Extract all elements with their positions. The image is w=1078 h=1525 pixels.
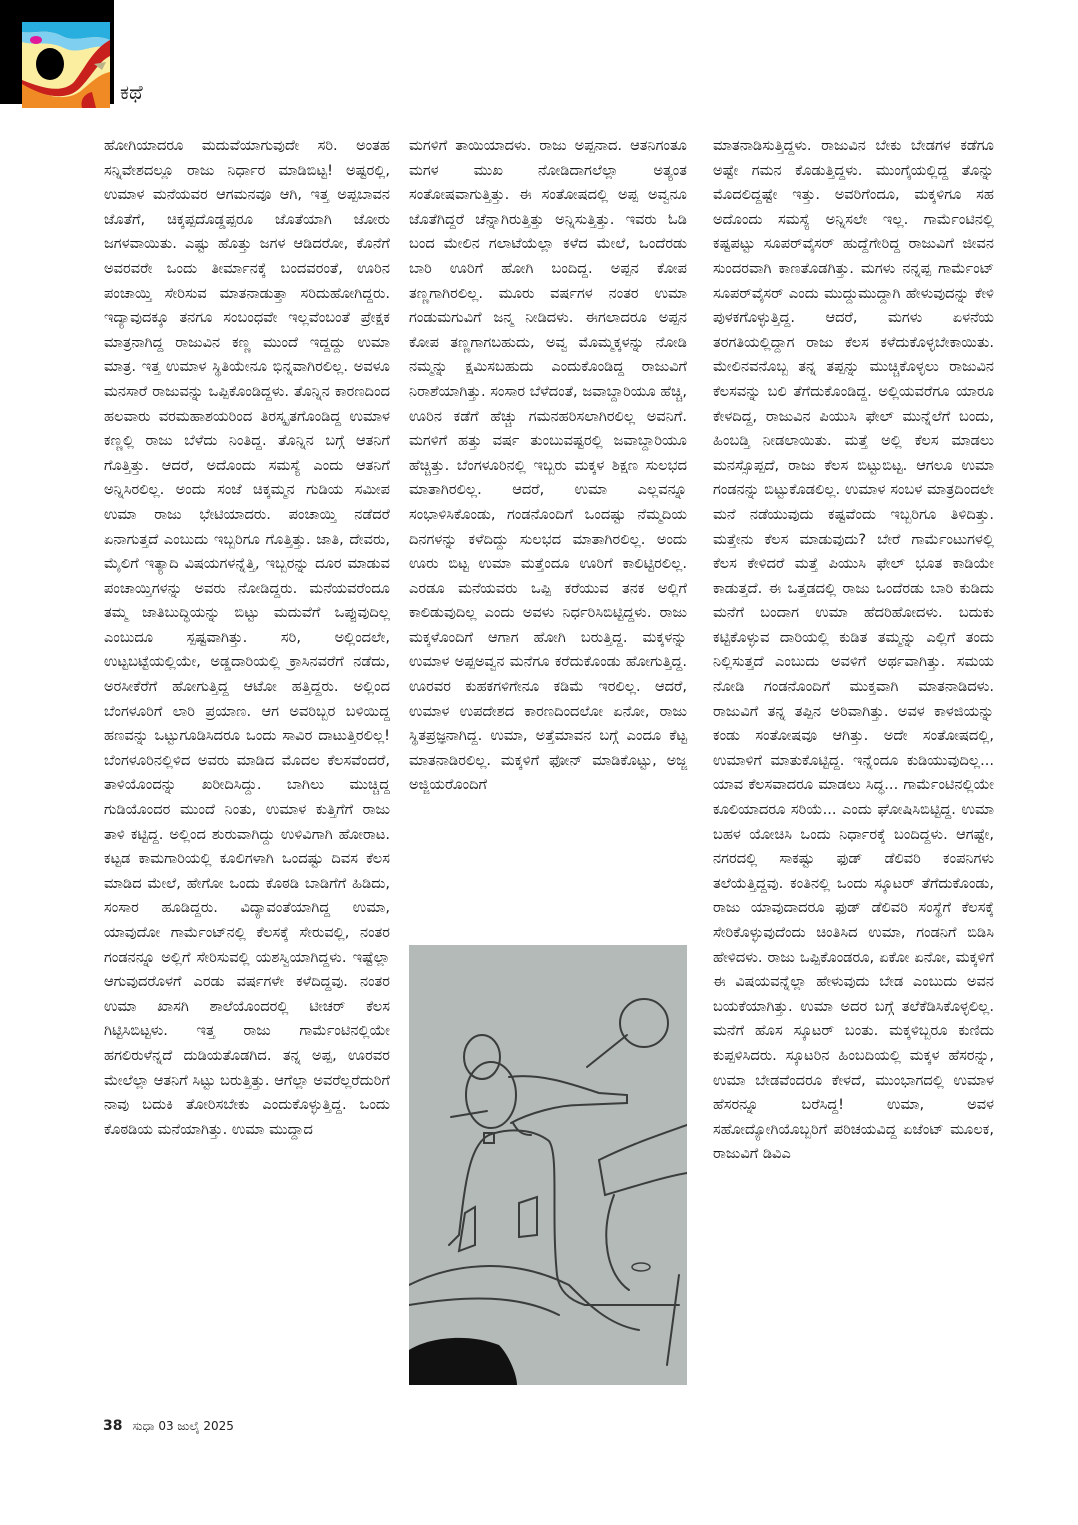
- article-column-2: [409, 134, 687, 934]
- section-logo-block: [0, 0, 114, 104]
- article-column-1: [104, 134, 390, 1404]
- issue-date: 03 ಜುಲೈ 2025: [158, 1419, 234, 1433]
- article-column-3: [713, 134, 994, 1404]
- page-footer: [103, 1418, 234, 1434]
- column-text: ಮಗಳಿಗೆ ತಾಯಿಯಾದಳು. ರಾಜು ಅಪ್ಪನಾದ. ಆತನಿಗಂತೂ ಮಗಳ ಮುಖ ನೋಡಿದಾಗಲೆಲ್ಲಾ ಅತ್ಯಂತ ಸಂತೋಷವಾಗುತ್ತಿತ್ತು. ಈ ಸಂತೋಷದಲ್ಲಿ ಅಪ್ಪ ಅವ್ವನೂ ಜೊತೆಗಿದ್ದರೆ ಚೆನ್ನಾಗಿರುತ್ತಿತ್ತು ಅನ್ನಿಸುತ್ತಿತ್ತು. ಇವರು ಓಡಿ ಬಂದ ಮೇಲಿನ ಗಲಾಟೆಯೆಲ್ಲಾ ಕಳೆದ ಮೇಲೆ, ಒಂದೆರಡು ಬಾರಿ ಊರಿಗೆ ಹೋಗಿ ಬಂದಿದ್ದ. ಅಪ್ಪನ ಕೋಪ ತಣ್ಣಗಾಗಿರಲಿಲ್ಲ. ಮೂರು ವರ್ಷಗಳ ನಂತರ ಉಮಾ ಗಂಡುಮಗುವಿಗೆ ಜನ್ಮ ನೀಡಿದಳು. ಈಗಲಾದರೂ ಅಪ್ಪನ ಕೋಪ ತಣ್ಣಗಾಗಬಹುದು, ಅವ್ವ ಮೊಮ್ಮಕ್ಕಳನ್ನು ನೋಡಿ ನಮ್ಮನ್ನು ಕ್ಷಮಿಸಬಹುದು ಎಂದುಕೊಂಡಿದ್ದ ರಾಜುವಿಗೆ ನಿರಾಶೆಯಾಗಿತ್ತು. ಸಂಸಾರ ಬೆಳೆದಂತೆ, ಜವಾಬ್ದಾರಿಯೂ ಹೆಚ್ಚಿ, ಊರಿನ ಕಡೆಗೆ ಹೆಚ್ಚು ಗಮನಹರಿಸಲಾಗಿರಲಿಲ್ಲ ಅವನಿಗೆ. ಮಗಳಿಗೆ ಹತ್ತು ವರ್ಷ ತುಂಬುವಷ್ಟರಲ್ಲಿ ಜವಾಬ್ದಾರಿಯೂ ಹೆಚ್ಚಿತ್ತು. ಬೆಂಗಳೂರಿನಲ್ಲಿ ಇಬ್ಬರು ಮಕ್ಕಳ ಶಿಕ್ಷಣ ಸುಲಭದ ಮಾತಾಗಿರಲಿಲ್ಲ. ಆದರೆ, ಉಮಾ ಎಲ್ಲವನ್ನೂ ಸಂಭಾಳಿಸಿಕೊಂಡು, ಗಂಡನೊಂದಿಗೆ ಒಂದಷ್ಟು ನೆಮ್ಮದಿಯ ದಿನಗಳನ್ನು ಕಳೆದಿದ್ದು ಸುಲಭದ ಮಾತಾಗಿರಲಿಲ್ಲ. ಅಂದು ಊರು ಬಿಟ್ಟ ಉಮಾ ಮತ್ತೆಂದೂ ಊರಿಗೆ ಕಾಲಿಟ್ಟಿರಲಿಲ್ಲ. ಎರಡೂ ಮನೆಯವರು ಒಪ್ಪಿ ಕರೆಯುವ ತನಕ ಅಲ್ಲಿಗೆ ಕಾಲಿಡುವುದಿಲ್ಲ ಎಂದು ಅವಳು ನಿರ್ಧರಿಸಿಬಿಟ್ಟಿದ್ದಳು. ರಾಜು ಮಕ್ಕಳೊಂದಿಗೆ ಆಗಾಗ ಹೋಗಿ ಬರುತ್ತಿದ್ದ. ಮಕ್ಕಳನ್ನು ಉಮಾಳ ಅಪ್ಪಅವ್ವನ ಮನೆಗೂ ಕರೆದುಕೊಂಡು ಹೋಗುತ್ತಿದ್ದ. ಊರವರ ಕುಹಕಗಳಿಗೇನೂ ಕಡಿಮೆ ಇರಲಿಲ್ಲ. ಆದರೆ, ಉಮಾಳ ಉಪದೇಶದ ಕಾರಣದಿಂದಲೋ ಏನೋ, ರಾಜು ಸ್ಥಿತಪ್ರಜ್ಞನಾಗಿದ್ದ. ಉಮಾ, ಅತ್ತೆಮಾವನ ಬಗ್ಗೆ ಎಂದೂ ಕೆಟ್ಟ ಮಾತನಾಡಿರಲಿಲ್ಲ. ಮಕ್ಕಳಿಗೆ ಫೋನ್ ಮಾಡಿಕೊಟ್ಟು, ಅಜ್ಜ ಅಜ್ಜಿಯರೊಂದಿಗೆ: [409, 137, 687, 794]
- page-number: 38: [103, 1418, 123, 1434]
- publication-name: ಸುಧಾ: [132, 1419, 155, 1433]
- abstract-art-logo-icon: [22, 22, 110, 108]
- scooter-icon: [409, 945, 687, 1385]
- section-label: ಕಥೆ: [120, 80, 143, 104]
- column-text: ಮಾತನಾಡಿಸುತ್ತಿದ್ದಳು. ರಾಜುವಿನ ಬೇಕು ಬೇಡಗಳ ಕಡೆಗೂ ಅಷ್ಟೇ ಗಮನ ಕೊಡುತ್ತಿದ್ದಳು. ಮುಂಗೈಯಲ್ಲಿದ್ದ ತೊನ್ನು ಮೊದಲಿದ್ದಷ್ಟೇ ಇತ್ತು. ಅವರಿಗೆಂದೂ, ಮಕ್ಕಳಿಗೂ ಸಹ ಅದೊಂದು ಸಮಸ್ಯೆ ಅನ್ನಿಸಲೇ ಇಲ್ಲ. ಗಾರ್ಮೆಂಟಿನಲ್ಲಿ ಕಷ್ಟಪಟ್ಟು ಸೂಪರ್‌ವೈಸರ್ ಹುದ್ದೆಗೇರಿದ್ದ ರಾಜುವಿಗೆ ಜೀವನ ಸುಂದರವಾಗಿ ಕಾಣತೊಡಗಿತ್ತು. ಮಗಳು ನನ್ನಪ್ಪ ಗಾರ್ಮೆಂಟ್ ಸೂಪರ್‌ವೈಸರ್ ಎಂದು ಮುದ್ದುಮುದ್ದಾಗಿ ಹೇಳುವುದನ್ನು ಕೇಳಿ ಪುಳಕಗೊಳ್ಳುತ್ತಿದ್ದ. ಆದರೆ, ಮಗಳು ಏಳನೆಯ ತರಗತಿಯಲ್ಲಿದ್ದಾಗ ರಾಜು ಕೆಲಸ ಕಳೆದುಕೊಳ್ಳಬೇಕಾಯಿತು. ಮೇಲಿನವನೊಬ್ಬ ತನ್ನ ತಪ್ಪನ್ನು ಮುಚ್ಚಿಕೊಳ್ಳಲು ರಾಜುವಿನ ಕೆಲಸವನ್ನು ಬಲಿ ತೆಗೆದುಕೊಂಡಿದ್ದ. ಅಲ್ಲಿಯವರೆಗೂ ಯಾರೂ ಕೇಳದಿದ್ದ, ರಾಜುವಿನ ಪಿಯುಸಿ ಫೇಲ್ ಮುನ್ನೆಲೆಗೆ ಬಂದು, ಹಿಂಬಡ್ತಿ ನೀಡಲಾಯಿತು. ಮತ್ತೆ ಅಲ್ಲಿ ಕೆಲಸ ಮಾಡಲು ಮನಸ್ಸೊಪ್ಪದೆ, ರಾಜು ಕೆಲಸ ಬಿಟ್ಟುಬಿಟ್ಟ. ಆಗಲೂ ಉಮಾ ಗಂಡನನ್ನು ಬಿಟ್ಟುಕೊಡಲಿಲ್ಲ. ಉಮಾಳ ಸಂಬಳ ಮಾತ್ರದಿಂದಲೇ ಮನೆ ನಡೆಯುವುದು ಕಷ್ಟವೆಂದು ಇಬ್ಬರಿಗೂ ತಿಳಿದಿತ್ತು. ಮತ್ತೇನು ಕೆಲಸ ಮಾಡುವುದು? ಬೇರೆ ಗಾರ್ಮೆಂಟುಗಳಲ್ಲಿ ಕೆಲಸ ಕೇಳಿದರೆ ಮತ್ತೆ ಪಿಯುಸಿ ಫೇಲ್ ಭೂತ ಕಾಡಿಯೇ ಕಾಡುತ್ತದೆ. ಈ ಒತ್ತಡದಲ್ಲಿ ರಾಜು ಒಂದೆರಡು ಬಾರಿ ಕುಡಿದು ಮನೆಗೆ ಬಂದಾಗ ಉಮಾ ಹೆದರಿಹೋದಳು. ಬದುಕು ಕಟ್ಟಿಕೊಳ್ಳುವ ದಾರಿಯಲ್ಲಿ ಕುಡಿತ ತಮ್ಮನ್ನು ಎಲ್ಲಿಗೆ ತಂದು ನಿಲ್ಲಿಸುತ್ತದೆ ಎಂಬುದು ಅವಳಿಗೆ ಅರ್ಥವಾಗಿತ್ತು. ಸಮಯ ನೋಡಿ ಗಂಡನೊಂದಿಗೆ ಮುಕ್ತವಾಗಿ ಮಾತನಾಡಿದಳು. ರಾಜುವಿಗೆ ತನ್ನ ತಪ್ಪಿನ ಅರಿವಾಗಿತ್ತು. ಅವಳ ಕಾಳಜಿಯನ್ನು ಕಂಡು ಸಂತೋಷವೂ ಆಗಿತ್ತು. ಅದೇ ಸಂತೋಷದಲ್ಲಿ, ಉಮಾಳಿಗೆ ಮಾತುಕೊಟ್ಟಿದ್ದ. ಇನ್ನೆಂದೂ ಕುಡಿಯುವುದಿಲ್ಲ... ಯಾವ ಕೆಲಸವಾದರೂ ಮಾಡಲು ಸಿದ್ಧ... ಗಾರ್ಮೆಂಟಿನಲ್ಲಿಯೇ ಕೂಲಿಯಾದರೂ ಸರಿಯೆ... ಎಂದು ಘೋಷಿಸಿಬಿಟ್ಟಿದ್ದ. ಉಮಾ ಬಹಳ ಯೋಚಿಸಿ ಒಂದು ನಿರ್ಧಾರಕ್ಕೆ ಬಂದಿದ್ದಳು. ಆಗಷ್ಟೇ, ನಗರದಲ್ಲಿ ಸಾಕಷ್ಟು ಫುಡ್ ಡೆಲಿವರಿ ಕಂಪನಿಗಳು ತಲೆಯೆತ್ತಿದ್ದವು. ಕಂತಿನಲ್ಲಿ ಒಂದು ಸ್ಕೂಟರ್ ತೆಗೆದುಕೊಂಡು, ರಾಜು ಯಾವುದಾದರೂ ಫುಡ್ ಡೆಲಿವರಿ ಸಂಸ್ಥೆಗೆ ಕೆಲಸಕ್ಕೆ ಸೇರಿಕೊಳ್ಳುವುದೆಂದು ಚಿಂತಿಸಿದ ಉಮಾ, ಗಂಡನಿಗೆ ಬಿಡಿಸಿ ಹೇಳಿದಳು. ರಾಜು ಒಪ್ಪಿಕೊಂಡರೂ, ಏಕೋ ಏನೋ, ಮಕ್ಕಳಿಗೆ ಈ ವಿಷಯವನ್ನೆಲ್ಲಾ ಹೇಳುವುದು ಬೇಡ ಎಂಬುದು ಅವನ ಬಯಕೆಯಾಗಿತ್ತು. ಉಮಾ ಅದರ ಬಗ್ಗೆ ತಲೆಕೆಡಿಸಿಕೊಳ್ಳಲಿಲ್ಲ. ಮನೆಗೆ ಹೊಸ ಸ್ಕೂಟರ್ ಬಂತು. ಮಕ್ಕಳಿಬ್ಬರೂ ಕುಣಿದು ಕುಪ್ಪಳಿಸಿದರು. ಸ್ಕೂಟರಿನ ಹಿಂಬದಿಯಲ್ಲಿ ಮಕ್ಕಳ ಹೆಸರನ್ನು, ಉಮಾ ಬೇಡವೆಂದರೂ ಕೇಳದೆ, ಮುಂಭಾಗದಲ್ಲಿ ಉಮಾಳ ಹೆಸರನ್ನೂ ಬರೆಸಿದ್ದ! ಉಮಾ, ಅವಳ ಸಹೋದ್ಯೋಗಿಯೊಬ್ಬರಿಗೆ ಪರಿಚಯವಿದ್ದ ಏಜೆಂಟ್ ಮೂಲಕ, ರಾಜುವಿಗೆ ಡಿವಿಎ: [713, 137, 994, 1163]
- column-text: ಹೋಗಿಯಾದರೂ ಮದುವೆಯಾಗುವುದೇ ಸರಿ. ಅಂತಹ ಸನ್ನಿವೇಶದಲ್ಲೂ ರಾಜು ನಿರ್ಧಾರ ಮಾಡಿಬಿಟ್ಟ! ಅಷ್ಟರಲ್ಲಿ, ಉಮಾಳ ಮನೆಯವರ ಆಗಮನವೂ ಆಗಿ, ಇತ್ತ ಅಪ್ಪಬಾವನ ಜೊತೆಗೆ, ಚಿಕ್ಕಪ್ಪದೊಡ್ಡಪ್ಪರೂ ಜೊತೆಯಾಗಿ ಜೋರು ಜಗಳವಾಯಿತು. ಎಷ್ಟು ಹೊತ್ತು ಜಗಳ ಆಡಿದರೋ, ಕೊನೆಗೆ ಅವರವರೇ ಒಂದು ತೀರ್ಮಾನಕ್ಕೆ ಬಂದವರಂತೆ, ಊರಿನ ಪಂಚಾಯ್ತಿ ಸೇರಿಸುವ ಮಾತನಾಡುತ್ತಾ ಸರಿದುಹೋಗಿದ್ದರು. ಇದ್ಯಾವುದಕ್ಕೂ ತನಗೂ ಸಂಬಂಧವೇ ಇಲ್ಲವೆಂಬಂತೆ ಪ್ರೇಕ್ಷಕ ಮಾತ್ರನಾಗಿದ್ದ ರಾಜುವಿನ ಕಣ್ಣ ಮುಂದೆ ಇದ್ದದ್ದು ಉಮಾ ಮಾತ್ರ. ಇತ್ತ ಉಮಾಳ ಸ್ಥಿತಿಯೇನೂ ಭಿನ್ನವಾಗಿರಲಿಲ್ಲ. ಅವಳೂ ಮನಸಾರೆ ರಾಜುವನ್ನು ಒಪ್ಪಿಕೊಂಡಿದ್ದಳು. ತೊನ್ನಿನ ಕಾರಣದಿಂದ ಹಲವಾರು ವರಮಹಾಶಯರಿಂದ ತಿರಸ್ಕೃತಗೊಂಡಿದ್ದ ಉಮಾಳ ಕಣ್ಣಲ್ಲಿ ರಾಜು ಬೆಳೆದು ನಿಂತಿದ್ದ. ತೊನ್ನಿನ ಬಗ್ಗೆ ಆತನಿಗೆ ಗೊತ್ತಿತ್ತು. ಆದರೆ, ಅದೊಂದು ಸಮಸ್ಯೆ ಎಂದು ಆತನಿಗೆ ಅನ್ನಿಸಿರಲಿಲ್ಲ. ಅಂದು ಸಂಜೆ ಚಿಕ್ಕಮ್ಮನ ಗುಡಿಯ ಸಮೀಪ ಉಮಾ ರಾಜು ಭೇಟಿಯಾದರು. ಪಂಚಾಯ್ತಿ ನಡೆದರೆ ಏನಾಗುತ್ತದೆ ಎಂಬುದು ಇಬ್ಬರಿಗೂ ಗೊತ್ತಿತ್ತು. ಜಾತಿ, ದೇವರು, ಮೈಲಿಗೆ ಇತ್ಯಾದಿ ವಿಷಯಗಳನ್ನೆತ್ತಿ, ಇಬ್ಬರನ್ನು ದೂರ ಮಾಡುವ ಪಂಚಾಯ್ತಿಗಳನ್ನು ಅವರು ನೋಡಿದ್ದರು. ಮನೆಯವರೆಂದೂ ತಮ್ಮ ಜಾತಿಬುದ್ಧಿಯನ್ನು ಬಿಟ್ಟು ಮದುವೆಗೆ ಒಪ್ಪುವುದಿಲ್ಲ ಎಂಬುದೂ ಸ್ಪಷ್ಟವಾಗಿತ್ತು. ಸರಿ, ಅಲ್ಲಿಂದಲೇ, ಉಟ್ಟಬಟ್ಟೆಯಲ್ಲಿಯೇ, ಅಡ್ಡದಾರಿಯಲ್ಲಿ ಕ್ರಾಸಿನವರೆಗೆ ನಡೆದು, ಅರಸೀಕೆರೆಗೆ ಹೋಗುತ್ತಿದ್ದ ಆಟೋ ಹತ್ತಿದ್ದರು. ಅಲ್ಲಿಂದ ಬೆಂಗಳೂರಿಗೆ ಲಾರಿ ಪ್ರಯಾಣ. ಆಗ ಅವರಿಬ್ಬರ ಬಳಿಯಿದ್ದ ಹಣವನ್ನು ಒಟ್ಟುಗೂಡಿಸಿದರೂ ಒಂದು ಸಾವಿರ ದಾಟುತ್ತಿರಲಿಲ್ಲ! ಬೆಂಗಳೂರಿನಲ್ಲಿಳಿದ ಅವರು ಮಾಡಿದ ಮೊದಲ ಕೆಲಸವೆಂದರೆ, ತಾಳಿಯೊಂದನ್ನು ಖರೀದಿಸಿದ್ದು. ಬಾಗಿಲು ಮುಚ್ಚಿದ್ದ ಗುಡಿಯೊಂದರ ಮುಂದೆ ನಿಂತು, ಉಮಾಳ ಕುತ್ತಿಗೆಗೆ ರಾಜು ತಾಳಿ ಕಟ್ಟಿದ್ದ. ಅಲ್ಲಿಂದ ಶುರುವಾಗಿದ್ದು ಉಳಿವಿಗಾಗಿ ಹೋರಾಟ. ಕಟ್ಟಡ ಕಾಮಗಾರಿಯಲ್ಲಿ ಕೂಲಿಗಳಾಗಿ ಒಂದಷ್ಟು ದಿವಸ ಕೆಲಸ ಮಾಡಿದ ಮೇಲೆ, ಹೇಗೋ ಒಂದು ಕೊಠಡಿ ಬಾಡಿಗೆಗೆ ಹಿಡಿದು, ಸಂಸಾರ ಹೂಡಿದ್ದರು. ವಿದ್ಯಾವಂತೆಯಾಗಿದ್ದ ಉಮಾ, ಯಾವುದೋ ಗಾರ್ಮೆಂಟ್‌ನಲ್ಲಿ ಕೆಲಸಕ್ಕೆ ಸೇರುವಲ್ಲಿ, ನಂತರ ಗಂಡನನ್ನೂ ಅಲ್ಲಿಗೆ ಸೇರಿಸುವಲ್ಲಿ ಯಶಸ್ವಿಯಾಗಿದ್ದಳು. ಇಷ್ಟೆಲ್ಲಾ ಆಗುವುದರೊಳಗೆ ಎರಡು ವರ್ಷಗಳೇ ಕಳೆದಿದ್ದವು. ನಂತರ ಉಮಾ ಖಾಸಗಿ ಶಾಲೆಯೊಂದರಲ್ಲಿ ಟೀಚರ್ ಕೆಲಸ ಗಿಟ್ಟಿಸಿಬಿಟ್ಟಳು. ಇತ್ತ ರಾಜು ಗಾರ್ಮೆಂಟಿನಲ್ಲಿಯೇ ಹಗಲಿರುಳೆನ್ನದೆ ದುಡಿಯತೊಡಗಿದ. ತನ್ನ ಅಪ್ಪ, ಊರವರ ಮೇಲೆಲ್ಲಾ ಆತನಿಗೆ ಸಿಟ್ಟು ಬರುತ್ತಿತ್ತು. ಆಗೆಲ್ಲಾ ಅವರೆಲ್ಲರೆದುರಿಗೆ ನಾವು ಬದುಕಿ ತೋರಿಸಬೇಕು ಎಂದುಕೊಳ್ಳುತ್ತಿದ್ದ. ಒಂದು ಕೊಠಡಿಯ ಮನೆಯಾಗಿತ್ತು. ಉಮಾ ಮುದ್ದಾದ: [104, 137, 390, 1138]
- scooter-sketch-illustration: [409, 945, 687, 1385]
